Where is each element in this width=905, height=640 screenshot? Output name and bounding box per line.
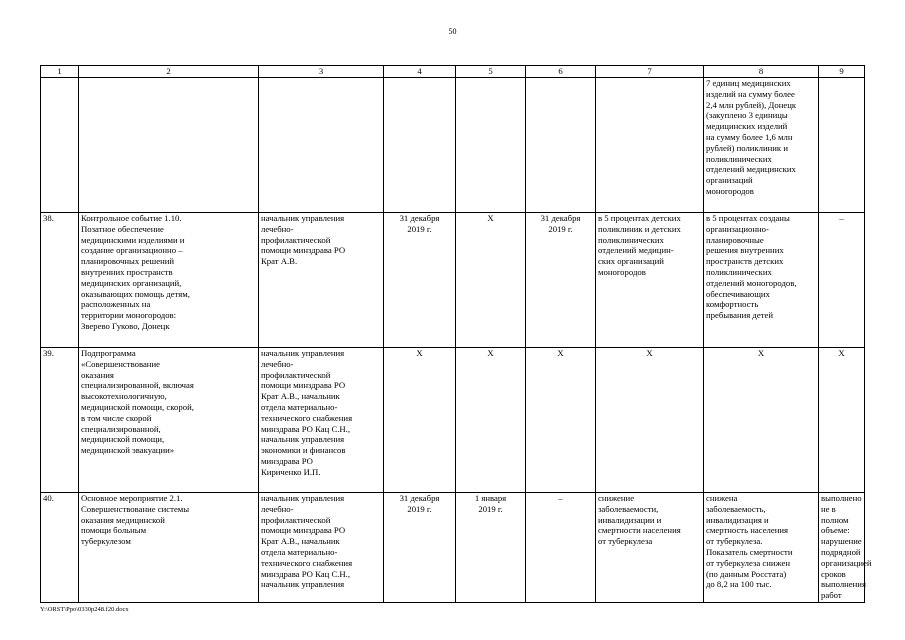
problems — [819, 78, 865, 213]
column-header: 7 — [596, 66, 704, 78]
file-path-footer: Y:\ORST\Ppo\0330p248.f20.docx — [40, 606, 129, 613]
fact-end-date: Х — [526, 348, 596, 493]
responsible: начальник управления лечебно- профилактической помощи минздрава РО Крат А.В., начальник отдела материально- технического снабжения минздрава РО Кац С.Н., начальник управления экономики и финансов минздрава РО Кириченко И.П. — [259, 348, 384, 493]
report-table — [40, 65, 872, 603]
row-number: 38. — [41, 213, 79, 348]
page-number: 50 — [448, 27, 457, 36]
achieved-result: в 5 процентах созданы организационно- планировочные решения внутренних пространств детских поликлинических отделений моногородов, обеспечивающих комфортность пребывания детей — [704, 213, 819, 348]
column-header: 1 — [41, 66, 79, 78]
event-name — [79, 78, 259, 213]
fact-end-date: – — [526, 493, 596, 603]
achieved-result: Х — [704, 348, 819, 493]
column-header: 5 — [456, 66, 526, 78]
event-name: Контрольное событие 1.10. Позатное обеспечение медицинскими изделиями и создание организационно – планировочных решений внутренних пространств медицинских организаций, оказывающих помощь детям, расположенных на территории моногородов: Зверево Гуково, Донецк — [79, 213, 259, 348]
start-date: 31 декабря 2019 г. — [384, 493, 456, 603]
plan-end-date: 1 января 2019 г. — [456, 493, 526, 603]
responsible — [259, 78, 384, 213]
column-header: 2 — [79, 66, 259, 78]
problems: Х — [819, 348, 865, 493]
column-header: 8 — [704, 66, 819, 78]
row-number: 39. — [41, 348, 79, 493]
table-row — [41, 493, 865, 603]
event-name: Подпрограмма «Совершенствование оказания специализированной, включая высокотехнологичную, медицинской помощи, скорой, в том числе скорой специализированной, медицинской помощи, медицинской эвакуации» — [79, 348, 259, 493]
responsible: начальник управления лечебно- профилактической помощи минздрава РО Крат А.В. — [259, 213, 384, 348]
start-date — [384, 78, 456, 213]
fact-end-date: 31 декабря 2019 г. — [526, 213, 596, 348]
start-date: Х — [384, 348, 456, 493]
planned-result: снижение заболеваемости, инвалидизации и смертности населения от туберкулеза — [596, 493, 704, 603]
fact-end-date — [526, 78, 596, 213]
achieved-result: 7 единиц медицинских изделий на сумму более 2,4 млн рублей), Донецк (закуплено 3 единицы медицинских изделий на сумму более 1,6 млн рублей) поликлиник и поликлинических отделений медицинских организаций моногородов — [704, 78, 819, 213]
column-number-row — [41, 66, 865, 78]
start-date: 31 декабря 2019 г. — [384, 213, 456, 348]
event-name: Основное мероприятие 2.1. Совершенствование системы оказания медицинской помощи больным туберкулезом — [79, 493, 259, 603]
row-number: 40. — [41, 493, 79, 603]
problems: выполнено не в полном объеме: нарушение подрядной организацией сроков выполнения работ — [819, 493, 865, 603]
table-row — [41, 213, 865, 348]
column-header: 6 — [526, 66, 596, 78]
planned-result — [596, 78, 704, 213]
plan-end-date: Х — [456, 348, 526, 493]
row-number — [41, 78, 79, 213]
achieved-result: снижена заболеваемость, инвалидизация и смертность населения от туберкулеза. Показатель смертности от туберкулеза снижен (по данным Росстата) до 8,2 на 100 тыс. — [704, 493, 819, 603]
column-header: 3 — [259, 66, 384, 78]
column-header: 9 — [819, 66, 865, 78]
problems: – — [819, 213, 865, 348]
column-header: 4 — [384, 66, 456, 78]
plan-end-date: Х — [456, 213, 526, 348]
responsible: начальник управления лечебно- профилактической помощи минздрава РО Крат А.В., начальник отдела материально- технического снабжения минздрава РО Кац С.Н., начальник управления — [259, 493, 384, 603]
table-row — [41, 348, 865, 493]
planned-result: Х — [596, 348, 704, 493]
plan-end-date — [456, 78, 526, 213]
planned-result: в 5 процентах детских поликлиник и детских поликлинических отделений медицин- ских организаций моногородов — [596, 213, 704, 348]
table-row — [41, 78, 865, 213]
